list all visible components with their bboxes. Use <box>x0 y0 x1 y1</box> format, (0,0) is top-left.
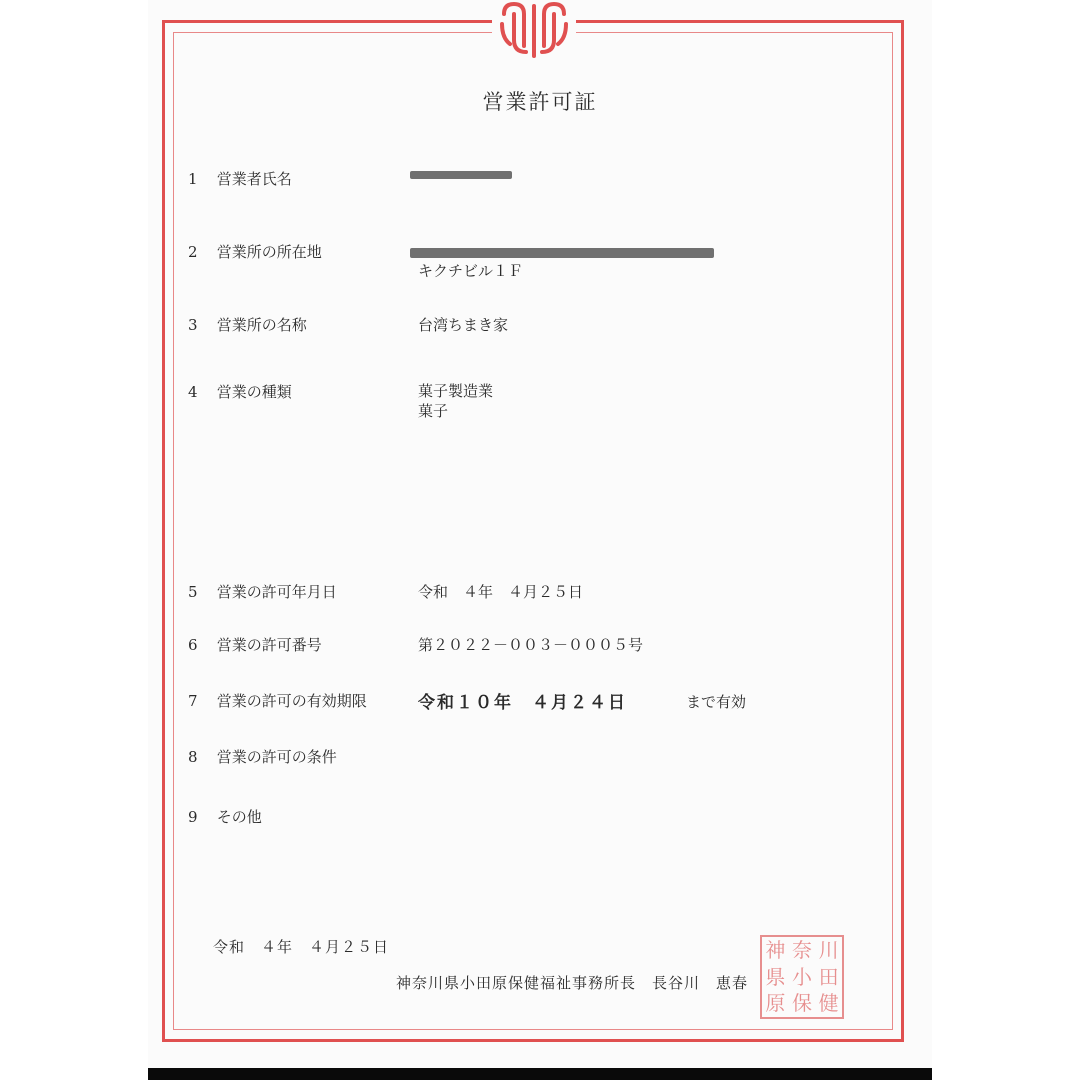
item-number: 2 <box>188 243 198 261</box>
redacted-address <box>410 248 714 258</box>
seal-char: 保 <box>791 991 812 1016</box>
item-row-6 <box>188 634 322 655</box>
item-row-2 <box>188 241 322 262</box>
redacted-owner-name <box>410 171 512 179</box>
issue-date: 令和 ４年 ４月２５日 <box>213 938 390 956</box>
item-label: 営業の許可年月日 <box>216 583 337 601</box>
item-label: 営業の許可の有効期限 <box>216 692 367 710</box>
business-type-line-2: 菓子 <box>418 402 449 420</box>
item-label: 営業の許可番号 <box>216 636 322 654</box>
item-row-9 <box>188 806 262 827</box>
item-number: 1 <box>188 170 198 188</box>
bottom-bar <box>148 1068 932 1080</box>
business-name-value: 台湾ちまき家 <box>418 316 509 334</box>
permit-number-value: 第２０２２－００３－０００５号 <box>418 636 644 654</box>
prefecture-emblem-icon <box>496 0 572 60</box>
item-label: 営業所の名称 <box>216 316 307 334</box>
item-row-4 <box>188 381 292 402</box>
item-number: 8 <box>188 748 198 766</box>
item-row-5 <box>188 581 337 602</box>
item-number: 3 <box>188 316 198 334</box>
seal-char: 奈 <box>791 938 812 962</box>
seal-char: 川 <box>818 938 839 962</box>
item-number: 9 <box>188 808 198 826</box>
item-label: 営業者氏名 <box>216 170 292 188</box>
issuer-name: 神奈川県小田原保健福祉事務所長 長谷川 恵春 <box>396 974 749 992</box>
item-row-7 <box>188 690 367 711</box>
item-number: 7 <box>188 692 198 710</box>
business-type-value <box>418 381 493 421</box>
document-title: 営業許可証 <box>482 90 598 114</box>
seal-char: 原 <box>765 991 786 1016</box>
seal-char: 県 <box>765 964 786 989</box>
item-row-1 <box>188 168 292 189</box>
seal-char: 田 <box>818 964 839 989</box>
item-number: 5 <box>188 583 198 601</box>
expiry-date-value: 令和１０年 ４月２４日 <box>418 693 627 713</box>
seal-char: 神 <box>765 938 786 962</box>
item-label: 営業所の所在地 <box>216 243 322 261</box>
seal-char: 健 <box>818 991 839 1016</box>
permit-date-value: 令和 ４年 ４月２５日 <box>418 583 584 601</box>
item-label: 営業の種類 <box>216 383 292 401</box>
seal-char: 小 <box>791 964 812 989</box>
item-number: 6 <box>188 636 198 654</box>
item-row-8 <box>188 746 337 767</box>
item-number: 4 <box>188 383 198 401</box>
item-row-3 <box>188 314 307 335</box>
item-label: 営業の許可の条件 <box>216 748 337 766</box>
business-type-line-1: 菓子製造業 <box>418 382 494 400</box>
expiry-suffix: まで有効 <box>686 693 747 711</box>
official-seal <box>760 935 844 1019</box>
address-line-2: キクチビル１Ｆ <box>418 262 524 280</box>
item-label: その他 <box>216 808 262 826</box>
